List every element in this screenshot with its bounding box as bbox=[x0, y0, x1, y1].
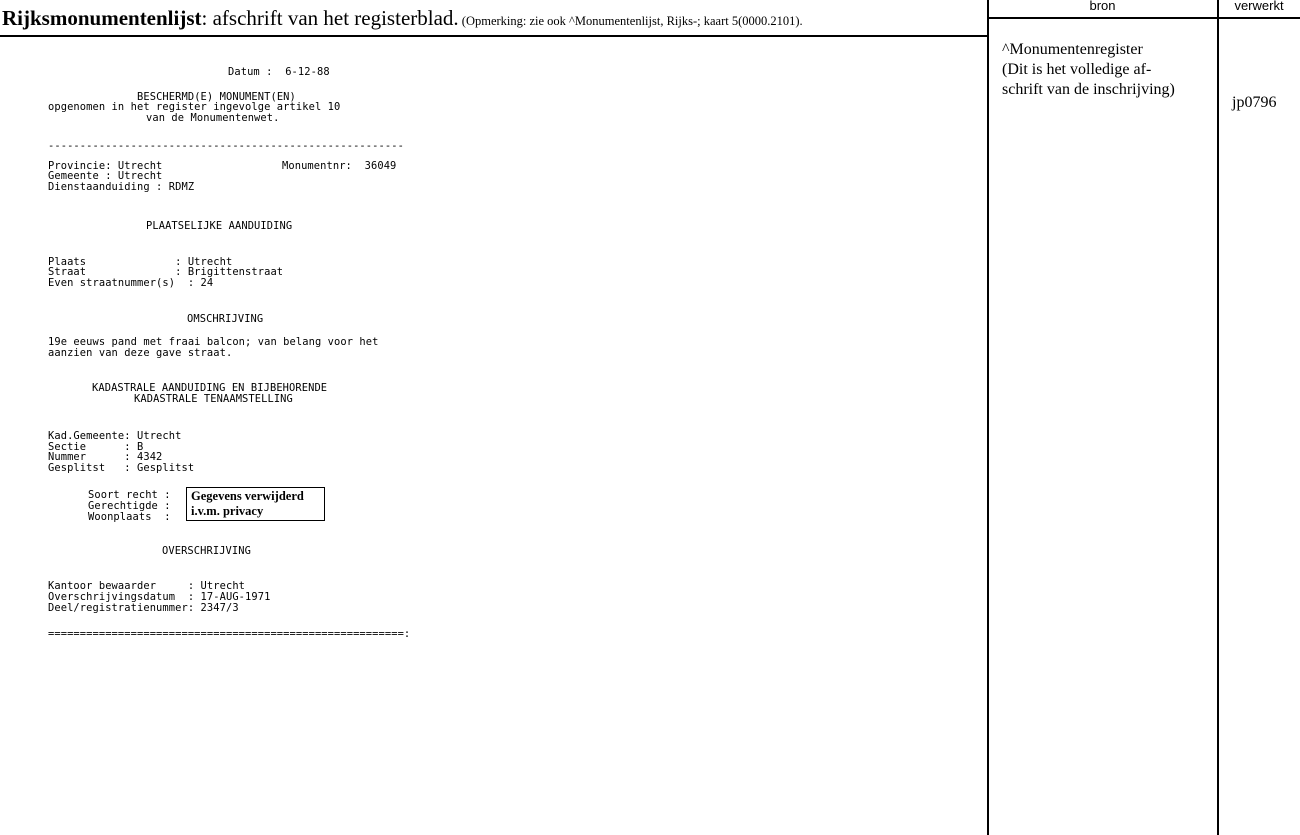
plaats: Plaats : Utrecht bbox=[48, 256, 233, 268]
column-divider-left bbox=[987, 0, 989, 835]
title-bold: Rijksmonumentenlijst bbox=[2, 6, 202, 30]
description: aanzien van deze gave straat. bbox=[48, 347, 233, 359]
datum: Datum : 6-12-88 bbox=[228, 66, 330, 78]
column-header-verwerkt: verwerkt bbox=[1234, 0, 1284, 13]
section-heading: KADASTRALE TENAAMSTELLING bbox=[134, 393, 293, 405]
description: 19e eeuws pand met fraai balcon; van belang voor het bbox=[48, 336, 379, 348]
heading: opgenomen in het register ingevolge artikel 10 bbox=[48, 101, 341, 113]
heading: BESCHERMD(E) MONUMENT(EN) bbox=[137, 91, 296, 103]
source-text bbox=[1002, 40, 1175, 100]
page-title bbox=[2, 6, 803, 31]
column-divider-right bbox=[1217, 0, 1219, 835]
privacy-line: i.v.m. privacy bbox=[191, 504, 264, 518]
source-link[interactable]: ^Monumentenregister bbox=[1002, 41, 1143, 58]
title-rest: : afschrift van het registerblad. bbox=[201, 6, 459, 30]
kad-gemeente: Kad.Gemeente: Utrecht bbox=[48, 430, 182, 442]
straat: Straat : Brigittenstraat bbox=[48, 266, 284, 278]
gemeente: Gemeente : Utrecht bbox=[48, 170, 163, 182]
section-heading: OVERSCHRIJVING bbox=[162, 545, 251, 557]
straatnummer: Even straatnummer(s) : 24 bbox=[48, 277, 214, 289]
kantoor: Kantoor bewaarder : Utrecht bbox=[48, 580, 246, 592]
section-heading: KADASTRALE AANDUIDING EN BIJBEHORENDE bbox=[92, 382, 328, 394]
processed-code: jp0796 bbox=[1232, 94, 1277, 111]
dienstaanduiding: Dienstaanduiding : RDMZ bbox=[48, 181, 195, 193]
soort-recht: Soort recht : bbox=[88, 489, 171, 501]
title-underline bbox=[0, 35, 988, 37]
header-divider bbox=[987, 17, 1300, 19]
section-heading: PLAATSELIJKE AANDUIDING bbox=[146, 220, 293, 232]
source-line: (Dit is het volledige af- bbox=[1002, 61, 1152, 78]
end-separator: ========================================================: bbox=[48, 628, 411, 640]
gesplitst: Gesplitst : Gesplitst bbox=[48, 462, 195, 474]
monumentnr: Monumentnr: 36049 bbox=[282, 160, 397, 172]
sectie: Sectie : B bbox=[48, 441, 144, 453]
gerechtigde: Gerechtigde : bbox=[88, 500, 171, 512]
column-header-bron: bron bbox=[1089, 0, 1116, 13]
separator: -------------------------------------------------------- bbox=[48, 140, 404, 152]
privacy-notice-box bbox=[186, 487, 325, 521]
source-line: schrift van de inschrijving) bbox=[1002, 81, 1175, 98]
privacy-line: Gegevens verwijderd bbox=[191, 489, 304, 503]
registratienummer: Deel/registratienummer: 2347/3 bbox=[48, 602, 239, 614]
overschrijvingsdatum: Overschrijvingsdatum : 17-AUG-1971 bbox=[48, 591, 271, 603]
section-heading: OMSCHRIJVING bbox=[187, 313, 264, 325]
heading: van de Monumentenwet. bbox=[146, 112, 280, 124]
nummer: Nummer : 4342 bbox=[48, 451, 163, 463]
provincie: Provincie: Utrecht bbox=[48, 160, 163, 172]
woonplaats: Woonplaats : bbox=[88, 511, 171, 523]
title-note: (Opmerking: zie ook ^Monumentenlijst, Rijks-; kaart 5(0000.2101). bbox=[458, 14, 803, 28]
